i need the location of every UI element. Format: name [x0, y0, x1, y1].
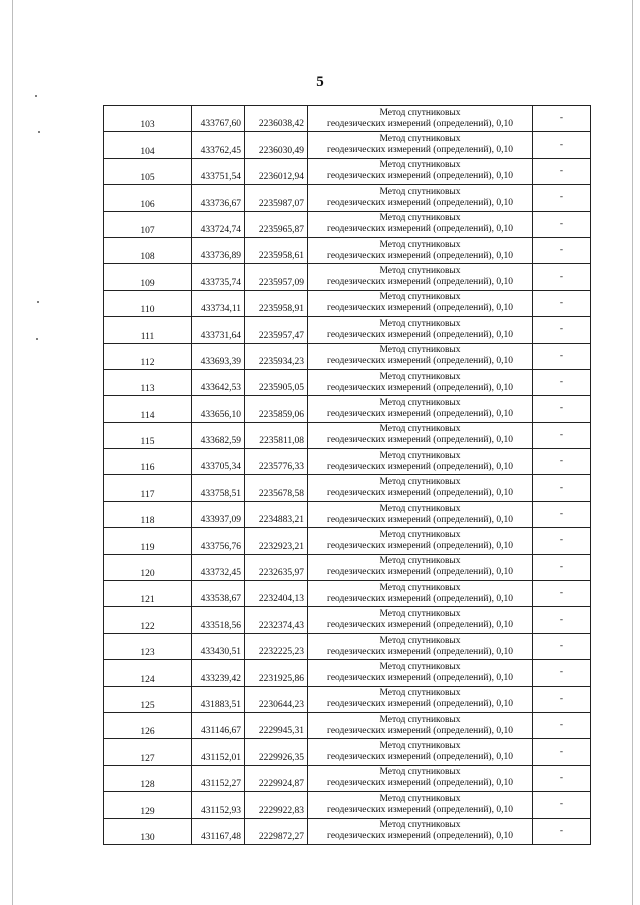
method-cell: [308, 237, 533, 263]
method-cell: [308, 106, 533, 132]
table-row: [104, 528, 591, 554]
point-number: 113: [104, 369, 192, 395]
method-line-1: Метод спутниковых: [379, 503, 461, 514]
coordinate-y: 2235987,07: [245, 185, 308, 211]
description-cell: -: [533, 211, 591, 237]
method-line-1: Метод спутниковых: [379, 424, 461, 435]
method-cell: [308, 792, 533, 818]
method-line-2: геодезических измерений (определений), 0,10: [327, 118, 513, 129]
method-line-2: геодезических измерений (определений), 0,10: [327, 224, 513, 235]
description-cell: -: [533, 475, 591, 501]
method-line-2: геодезических измерений (определений), 0,10: [327, 620, 513, 631]
coordinate-y: 2235905,05: [245, 369, 308, 395]
coordinate-x: 433767,60: [192, 106, 245, 132]
coordinate-x: 433735,74: [192, 264, 245, 290]
coordinate-y: 2232404,13: [245, 581, 308, 607]
method-line-1: Метод спутниковых: [379, 741, 461, 752]
coordinate-y: 2229926,35: [245, 739, 308, 765]
table-row: [104, 396, 591, 422]
method-cell: [308, 264, 533, 290]
method-line-2: геодезических измерений (определений), 0,10: [327, 382, 513, 393]
point-number: 120: [104, 554, 192, 580]
method-line-2: геодезических измерений (определений), 0,10: [327, 514, 513, 525]
coordinate-x: 433682,59: [192, 422, 245, 448]
coordinate-y: 2236030,49: [245, 132, 308, 158]
coordinate-y: 2235934,23: [245, 343, 308, 369]
method-line-1: Метод спутниковых: [379, 582, 461, 593]
coordinate-y: 2236038,42: [245, 106, 308, 132]
coordinate-y: 2232225,23: [245, 633, 308, 659]
table-row: [104, 185, 591, 211]
method-cell: [308, 660, 533, 686]
table-row: [104, 554, 591, 580]
method-line-1: Метод спутниковых: [379, 556, 461, 567]
coordinate-x: 433731,64: [192, 317, 245, 343]
table-row: [104, 792, 591, 818]
method-cell: [308, 343, 533, 369]
coordinates-table-body: [104, 106, 591, 845]
point-number: 107: [104, 211, 192, 237]
point-number: 122: [104, 607, 192, 633]
table-row: [104, 686, 591, 712]
method-cell: [308, 369, 533, 395]
point-number: 114: [104, 396, 192, 422]
method-cell: [308, 765, 533, 791]
method-line-1: Метод спутниковых: [379, 661, 461, 672]
method-line-2: геодезических измерений (определений), 0,10: [327, 145, 513, 156]
description-cell: -: [533, 422, 591, 448]
method-line-1: Метод спутниковых: [379, 107, 461, 118]
coordinate-x: 433732,45: [192, 554, 245, 580]
method-cell: [308, 554, 533, 580]
table-row: [104, 132, 591, 158]
method-line-1: Метод спутниковых: [379, 767, 461, 778]
description-cell: -: [533, 185, 591, 211]
table-row: [104, 660, 591, 686]
coordinate-y: 2232374,43: [245, 607, 308, 633]
coordinate-x: 433756,76: [192, 528, 245, 554]
table-row: [104, 317, 591, 343]
description-cell: -: [533, 554, 591, 580]
method-cell: [308, 607, 533, 633]
description-cell: -: [533, 528, 591, 554]
point-number: 124: [104, 660, 192, 686]
coordinate-x: 433239,42: [192, 660, 245, 686]
coordinate-x: 431152,01: [192, 739, 245, 765]
description-cell: -: [533, 237, 591, 263]
description-cell: -: [533, 501, 591, 527]
table-row: [104, 343, 591, 369]
method-cell: [308, 712, 533, 738]
coordinates-table: [103, 105, 591, 845]
method-line-1: Метод спутниковых: [379, 477, 461, 488]
table-row: [104, 237, 591, 263]
method-line-1: Метод спутниковых: [379, 714, 461, 725]
method-line-2: геодезических измерений (определений), 0,10: [327, 778, 513, 789]
coordinate-y: 2229922,83: [245, 792, 308, 818]
coordinate-x: 433724,74: [192, 211, 245, 237]
point-number: 123: [104, 633, 192, 659]
method-line-2: геодезических измерений (определений), 0,10: [327, 752, 513, 763]
coordinate-x: 433430,51: [192, 633, 245, 659]
page-edge-right: [632, 0, 633, 905]
point-number: 110: [104, 290, 192, 316]
method-cell: [308, 501, 533, 527]
coordinate-x: 433734,11: [192, 290, 245, 316]
method-line-1: Метод спутниковых: [379, 186, 461, 197]
point-number: 103: [104, 106, 192, 132]
point-number: 106: [104, 185, 192, 211]
method-line-1: Метод спутниковых: [379, 609, 461, 620]
method-line-1: Метод спутниковых: [379, 160, 461, 171]
description-cell: -: [533, 765, 591, 791]
coordinate-y: 2231925,86: [245, 660, 308, 686]
description-cell: -: [533, 581, 591, 607]
method-line-2: геодезических измерений (определений), 0,10: [327, 356, 513, 367]
description-cell: -: [533, 106, 591, 132]
scan-speck: [35, 95, 37, 97]
table-row: [104, 449, 591, 475]
point-number: 118: [104, 501, 192, 527]
coordinate-x: 433705,34: [192, 449, 245, 475]
method-cell: [308, 158, 533, 184]
method-line-2: геодезических измерений (определений), 0,10: [327, 540, 513, 551]
description-cell: -: [533, 290, 591, 316]
coordinate-x: 431167,48: [192, 818, 245, 844]
table-row: [104, 475, 591, 501]
coordinate-y: 2235776,33: [245, 449, 308, 475]
scan-speck: [37, 301, 39, 303]
description-cell: -: [533, 792, 591, 818]
coordinate-x: 433762,45: [192, 132, 245, 158]
description-cell: -: [533, 449, 591, 475]
point-number: 112: [104, 343, 192, 369]
method-line-1: Метод спутниковых: [379, 292, 461, 303]
scan-speck: [38, 131, 40, 133]
method-line-2: геодезических измерений (определений), 0,10: [327, 699, 513, 710]
method-line-2: геодезических измерений (определений), 0,10: [327, 250, 513, 261]
method-line-2: геодезических измерений (определений), 0,10: [327, 329, 513, 340]
point-number: 127: [104, 739, 192, 765]
method-line-2: геодезических измерений (определений), 0,10: [327, 725, 513, 736]
description-cell: -: [533, 396, 591, 422]
coordinate-y: 2230644,23: [245, 686, 308, 712]
table-row: [104, 158, 591, 184]
method-line-2: геодезических измерений (определений), 0,10: [327, 435, 513, 446]
method-line-1: Метод спутниковых: [379, 239, 461, 250]
coordinate-x: 433656,10: [192, 396, 245, 422]
description-cell: -: [533, 317, 591, 343]
point-number: 108: [104, 237, 192, 263]
method-line-1: Метод спутниковых: [379, 371, 461, 382]
method-line-1: Метод спутниковых: [379, 397, 461, 408]
coordinate-y: 2235811,08: [245, 422, 308, 448]
scan-speck: [36, 338, 38, 340]
point-number: 105: [104, 158, 192, 184]
method-line-1: Метод спутниковых: [379, 134, 461, 145]
coordinate-x: 433758,51: [192, 475, 245, 501]
coordinate-x: 433937,09: [192, 501, 245, 527]
method-cell: [308, 686, 533, 712]
page-number: 5: [316, 74, 324, 90]
method-line-1: Метод спутниковых: [379, 318, 461, 329]
description-cell: -: [533, 369, 591, 395]
table-row: [104, 739, 591, 765]
table-row: [104, 369, 591, 395]
table-row: [104, 290, 591, 316]
coordinate-x: 433736,89: [192, 237, 245, 263]
method-cell: [308, 633, 533, 659]
method-line-2: геодезических измерений (определений), 0,10: [327, 672, 513, 683]
method-cell: [308, 818, 533, 844]
coordinate-x: 433538,67: [192, 581, 245, 607]
method-cell: [308, 475, 533, 501]
method-cell: [308, 317, 533, 343]
method-cell: [308, 739, 533, 765]
description-cell: -: [533, 607, 591, 633]
method-cell: [308, 290, 533, 316]
coordinate-x: 431152,27: [192, 765, 245, 791]
table-row: [104, 422, 591, 448]
method-line-2: геодезических измерений (определений), 0,10: [327, 197, 513, 208]
table-row: [104, 106, 591, 132]
table-row: [104, 765, 591, 791]
coordinate-y: 2229872,27: [245, 818, 308, 844]
method-line-1: Метод спутниковых: [379, 213, 461, 224]
point-number: 121: [104, 581, 192, 607]
method-cell: [308, 581, 533, 607]
coordinate-x: 431146,67: [192, 712, 245, 738]
point-number: 126: [104, 712, 192, 738]
table-row: [104, 633, 591, 659]
method-line-1: Метод спутниковых: [379, 529, 461, 540]
method-line-2: геодезических измерений (определений), 0,10: [327, 593, 513, 604]
method-line-1: Метод спутниковых: [379, 345, 461, 356]
table-row: [104, 712, 591, 738]
description-cell: -: [533, 132, 591, 158]
coordinate-y: 2235859,06: [245, 396, 308, 422]
method-line-2: геодезических измерений (определений), 0,10: [327, 804, 513, 815]
coordinate-x: 431883,51: [192, 686, 245, 712]
description-cell: -: [533, 818, 591, 844]
method-line-1: Метод спутниковых: [379, 635, 461, 646]
page-edge-left: [12, 0, 13, 905]
description-cell: -: [533, 739, 591, 765]
coordinate-y: 2229945,31: [245, 712, 308, 738]
method-cell: [308, 449, 533, 475]
point-number: 115: [104, 422, 192, 448]
method-line-2: геодезических измерений (определений), 0,10: [327, 171, 513, 182]
point-number: 117: [104, 475, 192, 501]
method-line-1: Метод спутниковых: [379, 820, 461, 831]
point-number: 129: [104, 792, 192, 818]
method-line-2: геодезических измерений (определений), 0,10: [327, 646, 513, 657]
method-line-1: Метод спутниковых: [379, 793, 461, 804]
coordinate-y: 2234883,21: [245, 501, 308, 527]
method-cell: [308, 396, 533, 422]
coordinate-y: 2232635,97: [245, 554, 308, 580]
coordinate-y: 2229924,87: [245, 765, 308, 791]
table-row: [104, 264, 591, 290]
method-line-2: геодезических измерений (определений), 0,10: [327, 488, 513, 499]
table-row: [104, 501, 591, 527]
method-line-2: геодезических измерений (определений), 0,10: [327, 408, 513, 419]
table-row: [104, 607, 591, 633]
coordinate-x: 433693,39: [192, 343, 245, 369]
coordinate-y: 2235958,61: [245, 237, 308, 263]
method-cell: [308, 185, 533, 211]
coordinate-y: 2236012,94: [245, 158, 308, 184]
coordinate-x: 433751,54: [192, 158, 245, 184]
point-number: 104: [104, 132, 192, 158]
method-line-2: геодезических измерений (определений), 0,10: [327, 567, 513, 578]
point-number: 128: [104, 765, 192, 791]
coordinate-y: 2235957,09: [245, 264, 308, 290]
method-cell: [308, 211, 533, 237]
description-cell: -: [533, 264, 591, 290]
coordinate-x: 433642,53: [192, 369, 245, 395]
method-line-2: геодезических измерений (определений), 0,10: [327, 831, 513, 842]
point-number: 130: [104, 818, 192, 844]
method-cell: [308, 528, 533, 554]
coordinate-y: 2235965,87: [245, 211, 308, 237]
method-line-2: геодезических измерений (определений), 0,10: [327, 303, 513, 314]
method-line-1: Метод спутниковых: [379, 688, 461, 699]
description-cell: -: [533, 343, 591, 369]
description-cell: -: [533, 158, 591, 184]
point-number: 125: [104, 686, 192, 712]
coordinate-y: 2232923,21: [245, 528, 308, 554]
table-row: [104, 211, 591, 237]
method-line-1: Метод спутниковых: [379, 450, 461, 461]
coordinate-x: 433518,56: [192, 607, 245, 633]
description-cell: -: [533, 686, 591, 712]
method-line-1: Метод спутниковых: [379, 266, 461, 277]
method-cell: [308, 422, 533, 448]
method-line-2: геодезических измерений (определений), 0,10: [327, 277, 513, 288]
point-number: 116: [104, 449, 192, 475]
coordinate-y: 2235957,47: [245, 317, 308, 343]
description-cell: -: [533, 712, 591, 738]
method-cell: [308, 132, 533, 158]
description-cell: -: [533, 633, 591, 659]
description-cell: -: [533, 660, 591, 686]
method-line-2: геодезических измерений (определений), 0,10: [327, 461, 513, 472]
point-number: 109: [104, 264, 192, 290]
point-number: 119: [104, 528, 192, 554]
point-number: 111: [104, 317, 192, 343]
coordinate-x: 431152,93: [192, 792, 245, 818]
coordinate-x: 433736,67: [192, 185, 245, 211]
table-row: [104, 818, 591, 844]
table-row: [104, 581, 591, 607]
coordinate-y: 2235678,58: [245, 475, 308, 501]
coordinate-y: 2235958,91: [245, 290, 308, 316]
